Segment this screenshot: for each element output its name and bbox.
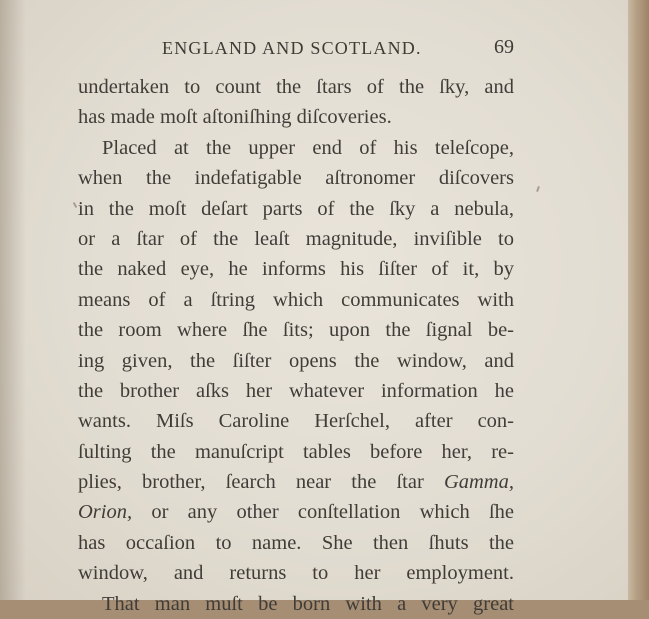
text-line: the brother aſks her whatever information he	[78, 379, 514, 402]
text-line: has occaſion to name. She then ſhuts the	[78, 531, 514, 554]
text-line: window, and returns to her employment.	[78, 562, 514, 585]
text-line	[78, 497, 514, 527]
page-number: 69	[494, 36, 514, 58]
paper-speck	[73, 202, 78, 208]
text-line: ſulting the manuſcript tables before her, re-	[78, 440, 514, 463]
text-line: the room where ſhe ſits; upon the ſignal be-	[78, 319, 514, 342]
text-line: Placed at the upper end of his teleſcope,	[102, 136, 514, 159]
text-line: the naked eye, he informs his ſiſter of it, by	[78, 258, 514, 281]
page-edge	[628, 0, 649, 600]
text-line: wants. Miſs Caroline Herſchel, after con-	[78, 410, 514, 433]
body-text	[78, 72, 514, 615]
text-line: or a ſtar of the leaſt magnitude, inviſible to	[78, 227, 514, 250]
text-line: That man muſt be born with a very great	[102, 592, 514, 615]
text-segment: plies, brother, ſearch near the ſtar	[78, 471, 424, 494]
paper-speck	[536, 186, 540, 192]
text-line	[78, 467, 514, 497]
text-line: in the moſt deſart parts of the ſky a nebula,	[78, 197, 514, 220]
gutter-shadow	[0, 0, 26, 600]
running-head	[78, 36, 514, 62]
italic-constellation-name: Orion,	[78, 501, 133, 524]
running-head-title: ENGLAND AND SCOTLAND.	[162, 38, 422, 58]
italic-star-name: Gamma,	[443, 471, 514, 494]
text-line: ing given, the ſiſter opens the window, and	[78, 349, 514, 372]
text-segment: or any other conſtellation which ſhe	[151, 501, 514, 524]
text-line: when the indefatigable aſtronomer diſcovers	[78, 167, 514, 190]
text-line: has made moſt aſtoniſhing diſcoveries.	[78, 106, 392, 129]
text-line: means of a ſtring which communicates with	[78, 288, 514, 311]
text-line: undertaken to count the ſtars of the ſky, and	[78, 76, 514, 98]
